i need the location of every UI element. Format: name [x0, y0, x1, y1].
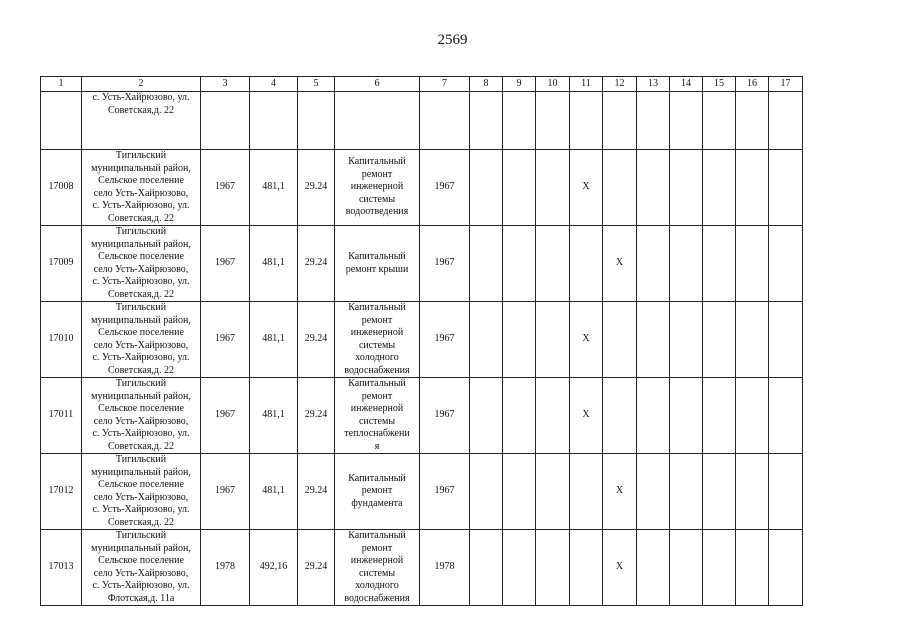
empty-cell	[769, 454, 803, 530]
column-number-4: 4	[250, 77, 298, 92]
header-row	[41, 77, 803, 92]
column-number-5: 5	[298, 77, 335, 92]
empty-cell	[736, 150, 769, 226]
column-number-9: 9	[503, 77, 536, 92]
row-address: Тигильский муниципальный район, Сельское поселение село Усть-Хайрюзово, с. Усть-Хайрюзово, ул. Флотская,д. 11а	[82, 530, 201, 606]
row-address: Тигильский муниципальный район, Сельское поселение село Усть-Хайрюзово, с. Усть-Хайрюзово, ул. Советская,д. 22	[82, 226, 201, 302]
column-number-15: 15	[703, 77, 736, 92]
empty-cell	[420, 92, 470, 150]
empty-cell	[736, 302, 769, 378]
row-description: Капитальный ремонт инженерной системы водоотведения	[335, 150, 420, 226]
empty-cell	[703, 302, 736, 378]
empty-cell	[736, 378, 769, 454]
empty-cell	[670, 530, 703, 606]
row-col5-value: 29.24	[298, 530, 335, 606]
row-description: Капитальный ремонт инженерной системы холодного водоснабжения	[335, 530, 420, 606]
empty-cell	[736, 530, 769, 606]
empty-cell	[637, 92, 670, 150]
empty-cell	[670, 92, 703, 150]
empty-cell	[736, 454, 769, 530]
row-col5-value: 29.24	[298, 302, 335, 378]
row-description: Капитальный ремонт крыши	[335, 226, 420, 302]
empty-cell	[769, 226, 803, 302]
empty-cell	[769, 302, 803, 378]
empty-cell	[503, 226, 536, 302]
column-number-10: 10	[536, 77, 570, 92]
column-number-1: 1	[41, 77, 82, 92]
table-row	[41, 150, 803, 226]
row-col5-value: 29.24	[298, 150, 335, 226]
empty-cell	[637, 530, 670, 606]
row-year-2: 1967	[420, 378, 470, 454]
row-area: 492,16	[250, 530, 298, 606]
row-address: Тигильский муниципальный район, Сельское поселение село Усть-Хайрюзово, с. Усть-Хайрюзово, ул. Советская,д. 22	[82, 302, 201, 378]
empty-cell	[570, 530, 603, 606]
row-address: Тигильский муниципальный район, Сельское поселение село Усть-Хайрюзово, с. Усть-Хайрюзово, ул. Советская,д. 22	[82, 378, 201, 454]
carryover-address: с. Усть-Хайрюзово, ул. Советская,д. 22	[82, 92, 201, 150]
row-col5-value: 29.24	[298, 226, 335, 302]
empty-cell	[703, 454, 736, 530]
empty-cell	[603, 92, 637, 150]
empty-cell	[637, 150, 670, 226]
empty-cell	[703, 92, 736, 150]
empty-cell	[536, 454, 570, 530]
empty-cell	[298, 92, 335, 150]
work-schedule-table	[40, 76, 803, 606]
empty-cell	[536, 226, 570, 302]
empty-cell	[603, 302, 637, 378]
row-year: 1978	[201, 530, 250, 606]
empty-cell	[670, 150, 703, 226]
table-row	[41, 378, 803, 454]
row-mark-cell: X	[570, 302, 603, 378]
empty-cell	[470, 378, 503, 454]
empty-cell	[470, 150, 503, 226]
empty-cell	[736, 226, 769, 302]
empty-cell	[503, 530, 536, 606]
row-year: 1967	[201, 302, 250, 378]
empty-cell	[250, 92, 298, 150]
row-year-2: 1967	[420, 302, 470, 378]
column-number-17: 17	[769, 77, 803, 92]
carryover-row	[41, 92, 803, 150]
row-area: 481,1	[250, 454, 298, 530]
row-area: 481,1	[250, 150, 298, 226]
column-number-13: 13	[637, 77, 670, 92]
table-row	[41, 530, 803, 606]
row-id: 17013	[41, 530, 82, 606]
empty-cell	[603, 378, 637, 454]
row-year: 1967	[201, 150, 250, 226]
row-id: 17009	[41, 226, 82, 302]
row-col5-value: 29.24	[298, 378, 335, 454]
empty-cell	[536, 302, 570, 378]
column-number-2: 2	[82, 77, 201, 92]
row-year-2: 1978	[420, 530, 470, 606]
column-number-7: 7	[420, 77, 470, 92]
row-year: 1967	[201, 226, 250, 302]
empty-cell	[335, 92, 420, 150]
empty-cell	[470, 302, 503, 378]
row-id: 17012	[41, 454, 82, 530]
table-row	[41, 226, 803, 302]
row-mark-cell: X	[603, 530, 637, 606]
empty-cell	[503, 302, 536, 378]
empty-cell	[637, 454, 670, 530]
empty-cell	[670, 454, 703, 530]
empty-cell	[603, 150, 637, 226]
row-mark-cell: X	[570, 378, 603, 454]
empty-cell	[470, 454, 503, 530]
empty-cell	[703, 226, 736, 302]
empty-cell	[536, 92, 570, 150]
empty-cell	[736, 92, 769, 150]
empty-cell	[201, 92, 250, 150]
row-address: Тигильский муниципальный район, Сельское поселение село Усть-Хайрюзово, с. Усть-Хайрюзово, ул. Советская,д. 22	[82, 150, 201, 226]
row-address: Тигильский муниципальный район, Сельское поселение село Усть-Хайрюзово, с. Усть-Хайрюзово, ул. Советская,д. 22	[82, 454, 201, 530]
column-number-8: 8	[470, 77, 503, 92]
row-description: Капитальный ремонт инженерной системы холодного водоснабжения	[335, 302, 420, 378]
row-mark-cell: X	[603, 454, 637, 530]
row-mark-cell: X	[603, 226, 637, 302]
row-area: 481,1	[250, 226, 298, 302]
empty-cell	[503, 378, 536, 454]
row-mark-cell: X	[570, 150, 603, 226]
row-year-2: 1967	[420, 454, 470, 530]
empty-cell	[536, 150, 570, 226]
empty-cell	[503, 454, 536, 530]
empty-cell	[470, 530, 503, 606]
row-year: 1967	[201, 454, 250, 530]
empty-cell	[637, 378, 670, 454]
empty-cell	[503, 92, 536, 150]
table-body	[41, 77, 803, 606]
empty-cell	[570, 226, 603, 302]
table-row	[41, 454, 803, 530]
column-number-3: 3	[201, 77, 250, 92]
row-col5-value: 29.24	[298, 454, 335, 530]
empty-cell	[769, 150, 803, 226]
empty-cell	[703, 530, 736, 606]
empty-cell	[536, 530, 570, 606]
column-number-14: 14	[670, 77, 703, 92]
column-number-12: 12	[603, 77, 637, 92]
empty-cell	[769, 530, 803, 606]
row-year-2: 1967	[420, 150, 470, 226]
row-year-2: 1967	[420, 226, 470, 302]
empty-cell	[703, 378, 736, 454]
empty-cell	[570, 92, 603, 150]
row-description: Капитальный ремонт инженерной системы теплоснабжени я	[335, 378, 420, 454]
row-description: Капитальный ремонт фундамента	[335, 454, 420, 530]
row-id: 17008	[41, 150, 82, 226]
row-id: 17010	[41, 302, 82, 378]
empty-cell	[503, 150, 536, 226]
table-row	[41, 302, 803, 378]
empty-cell	[470, 226, 503, 302]
empty-cell	[536, 378, 570, 454]
empty-cell	[41, 92, 82, 150]
empty-cell	[670, 378, 703, 454]
empty-cell	[637, 302, 670, 378]
empty-cell	[570, 454, 603, 530]
column-number-16: 16	[736, 77, 769, 92]
empty-cell	[670, 302, 703, 378]
column-number-11: 11	[570, 77, 603, 92]
empty-cell	[637, 226, 670, 302]
empty-cell	[703, 150, 736, 226]
empty-cell	[769, 378, 803, 454]
empty-cell	[670, 226, 703, 302]
empty-cell	[470, 92, 503, 150]
row-year: 1967	[201, 378, 250, 454]
row-area: 481,1	[250, 378, 298, 454]
page-number: 2569	[437, 32, 468, 48]
column-number-6: 6	[335, 77, 420, 92]
row-id: 17011	[41, 378, 82, 454]
empty-cell	[769, 92, 803, 150]
row-area: 481,1	[250, 302, 298, 378]
